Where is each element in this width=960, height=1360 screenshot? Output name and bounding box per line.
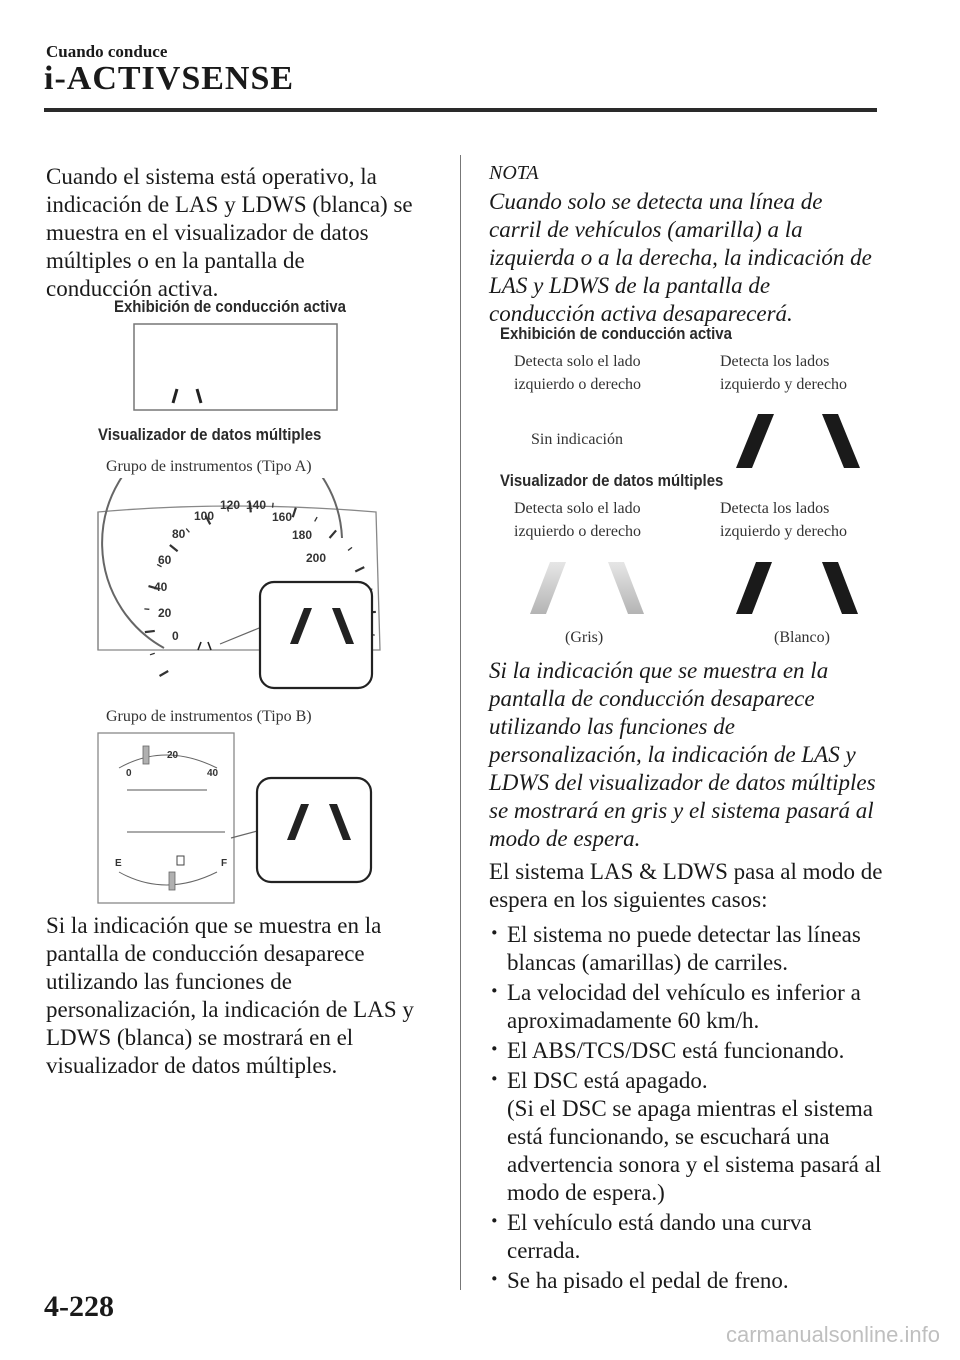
list-item: · El sistema no puede detectar las líneas blancas (amarillas) de carriles.: [488, 921, 888, 977]
page-number: 4-228: [44, 1290, 114, 1323]
note-heading: NOTA: [489, 162, 539, 184]
fuel-label-e: E: [115, 858, 122, 869]
mid-white-lanes-icon: [730, 558, 870, 620]
speedo-tick-mark: [330, 530, 337, 538]
table2-col2-header: Detecta los lados izquierdo y derecho: [720, 500, 848, 540]
table2-label: Visualizador de datos múltiples: [500, 471, 724, 490]
speedo-tick-120: 120: [220, 498, 241, 512]
note2-paragraph: Si la indicación que se muestra en la pantalla de conducción desaparece utilizando las funciones de personalización, la indicación de LAS y LDWS del visualizador de datos múltiples se mostrará en gris y el sistema pasará al modo de espera.: [489, 658, 876, 851]
speedo-tick-mark: [160, 671, 169, 676]
column-divider: [460, 155, 461, 1290]
list-item: · El ABS/TCS/DSC está funcionando.: [488, 1037, 888, 1065]
speedo-tick-mark: [315, 517, 317, 521]
fig-cluster-a-label: Grupo de instrumentos (Tipo A): [106, 458, 312, 475]
speedo-tick-60: 60: [158, 553, 172, 567]
chapter-title: i-ACTIVSENSE: [44, 60, 295, 97]
speedo-tick-mark: [273, 503, 274, 508]
section-label: Cuando conduce: [46, 42, 168, 61]
list-item: · Se ha pisado el pedal de freno.: [488, 1267, 888, 1295]
cluster-type-a-figure: [92, 478, 392, 703]
mid-gray-lanes-icon: [520, 558, 660, 620]
active-display-both-lanes-icon: [730, 410, 870, 472]
gauge-b-tick-20: 20: [167, 750, 179, 761]
speedo-tick-100: 100: [194, 509, 215, 523]
table1-col2-header: Detecta los lados izquierdo y derecho: [720, 353, 848, 393]
cluster-type-b-figure: [97, 732, 382, 907]
table2-col1-header: Detecta solo el lado izquierdo o derecho: [514, 500, 642, 540]
speedo-tick-mark: [186, 528, 189, 532]
speedo-tick-mark: [348, 547, 352, 550]
outro-paragraph: Si la indicación que se muestra en la pantalla de conducción desaparece utilizando las funciones de personalización, la indicación de LAS y LDWS (blanca) se mostrará en el visualizador de datos múltiples.: [46, 913, 414, 1078]
speedo-tick-180: 180: [292, 528, 313, 542]
dsc-note: (Si el DSC se apaga mientras el sistema está funcionando, se escuchará una advertencia sonora y el sistema pasará al modo de espera.): [507, 1096, 882, 1205]
speedo-tick-80: 80: [172, 527, 186, 541]
speedo-tick-200: 200: [306, 551, 327, 565]
speedo-tick-40: 40: [154, 580, 168, 594]
watermark: carmanualsonline.info: [725, 1322, 940, 1347]
list-item: · El vehículo está dando una curva cerrada.: [488, 1209, 888, 1265]
active-display-figure: [133, 323, 339, 413]
speedo-tick-mark: [150, 653, 155, 655]
note-paragraph: Cuando solo se detecta una línea de carril de vehículos (amarilla) a la izquierda o a la derecha, la indicación de LAS y LDWS de la pantalla de conducción activa desaparecerá.: [489, 189, 872, 326]
speedo-tick-mark: [145, 631, 155, 632]
no-indication-label: Sin indicación: [531, 431, 623, 448]
list-item: · La velocidad del vehículo es inferior a aproximadamente 60 km/h.: [488, 979, 888, 1035]
fig-cluster-b-label: Grupo de instrumentos (Tipo B): [106, 708, 312, 725]
speedo-tick-0: 0: [172, 629, 179, 643]
white-caption: (Blanco): [774, 629, 830, 646]
fuel-label-f: F: [221, 858, 228, 869]
speedo-tick-140: 140: [246, 498, 267, 512]
speedo-tick-mark: [355, 567, 364, 571]
speedo-tick-20: 20: [158, 606, 172, 620]
fig-active-display-label: Exhibición de conducción activa: [114, 297, 346, 316]
table1-label: Exhibición de conducción activa: [500, 324, 732, 343]
speedo-tick-160: 160: [272, 510, 293, 524]
speedo-tick-mark: [170, 545, 178, 551]
gauge-b-tick-0: 0: [126, 768, 132, 779]
standby-intro: El sistema LAS & LDWS pasa al modo de espera en los siguientes casos:: [489, 859, 883, 912]
gauge-b-tick-40: 40: [207, 768, 219, 779]
header-rule: [44, 108, 877, 112]
list-item: [488, 1067, 888, 1207]
table1-col1-header: Detecta solo el lado izquierdo o derecho: [514, 353, 642, 393]
fig-mid-label: Visualizador de datos múltiples: [98, 425, 322, 444]
gray-caption: (Gris): [565, 629, 604, 646]
speedo-tick-mark: [293, 508, 296, 518]
standby-bullet-list: [488, 921, 888, 1297]
intro-paragraph: Cuando el sistema está operativo, la indicación de LAS y LDWS (blanca) se muestra en el visualizador de datos múltiples o en la pantalla de conducción activa.: [46, 164, 413, 301]
list-item-text: El DSC está apagado.: [507, 1068, 708, 1093]
